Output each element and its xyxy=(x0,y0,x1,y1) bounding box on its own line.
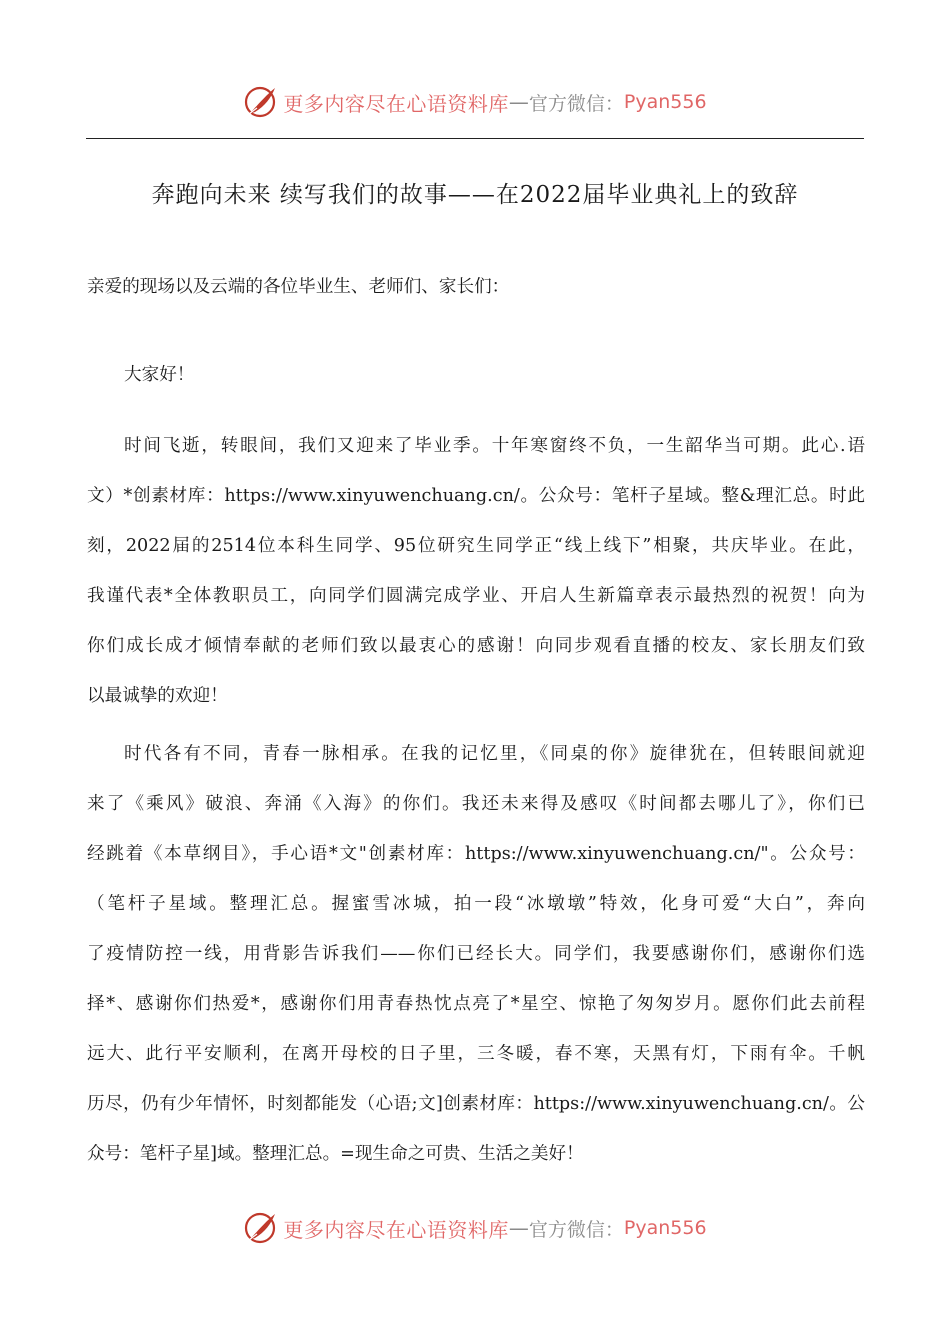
paragraph-2 xyxy=(87,729,865,1179)
paragraph-line: 历尽，仍有少年情怀，时刻都能发（心语;文]创素材库：https://www.xinyuwenchuang.cn/。公 xyxy=(87,1094,865,1114)
paragraph-line: 了疫情防控一线，用背影告诉我们——你们已经长大。同学们，我要感谢你们，感谢你们选 xyxy=(87,944,865,964)
banner-wechat-id: Pyan556 xyxy=(623,91,707,113)
paragraph-line: 我谨代表*全体教职员工，向同学们圆满完成学业、开启人生新篇章表示最热烈的祝贺！向为 xyxy=(87,586,865,606)
paragraph-line: 你们成长成才倾情奉献的老师们致以最衷心的感谢！向同步观看直播的校友、家长朋友们致 xyxy=(87,636,865,656)
footer-wechat-id: Pyan556 xyxy=(623,1217,707,1239)
paragraph-line: 刻，2022届的2514位本科生同学、95位研究生同学正“线上线下”相聚，共庆毕业。在此， xyxy=(87,536,865,556)
footer-wechat-label: 官方微信： xyxy=(528,1218,624,1241)
hello-line xyxy=(87,350,902,400)
document-title: 奔跑向未来 续写我们的故事——在2022届毕业典礼上的致辞 xyxy=(151,182,799,208)
quill-pen-logo-icon xyxy=(243,1210,279,1246)
banner-separator: — xyxy=(508,90,529,114)
paragraph-line: （笔杆子星域。整理汇总。握蜜雪冰城，拍一段“冰墩墩”特效，化身可爱“大白”，奔向 xyxy=(87,894,865,914)
footer-separator: — xyxy=(508,1216,529,1240)
paragraph-line: 文）*创素材库：https://www.xinyuwenchuang.cn/。公众号：笔杆子星域。整&理汇总。时此 xyxy=(87,486,865,506)
header-banner xyxy=(0,82,950,122)
quill-pen-logo-icon xyxy=(243,84,279,120)
header-divider xyxy=(86,138,864,139)
paragraph-line: 经跳着《本草纲目》，手心语*文"创素材库：https://www.xinyuwenchuang.cn/"。公众号： xyxy=(87,844,865,864)
footer-site-text: 更多内容尽在心语资料库 xyxy=(283,1217,509,1242)
banner-wechat-label: 官方微信： xyxy=(528,92,624,115)
paragraph-line: 时间飞逝，转眼间，我们又迎来了毕业季。十年寒窗终不负，一生韶华当可期。此心.语 xyxy=(124,436,865,456)
paragraph-line: 众号：笔杆子星]域。整理汇总。=现生命之可贵、生活之美好！ xyxy=(87,1144,584,1164)
greeting-line xyxy=(87,262,865,312)
paragraph-line: 择*、感谢你们热爱*，感谢你们用青春热忱点亮了*星空、惊艳了匆匆岁月。愿你们此去前程 xyxy=(87,994,865,1014)
footer-banner xyxy=(0,1208,950,1248)
paragraph-line: 远大、此行平安顺利，在离开母校的日子里，三冬暖，春不寒，天黑有灯，下雨有伞。千帆 xyxy=(87,1044,865,1064)
greeting-text: 亲爱的现场以及云端的各位毕业生、老师们、家长们： xyxy=(87,277,510,297)
paragraph-1 xyxy=(87,421,865,721)
paragraph-line: 时代各有不同，青春一脉相承。在我的记忆里，《同桌的你》旋律犹在，但转眼间就迎 xyxy=(124,744,865,764)
hello-text: 大家好！ xyxy=(124,365,195,385)
paragraph-line: 以最诚挚的欢迎！ xyxy=(87,686,228,706)
banner-site-text: 更多内容尽在心语资料库 xyxy=(283,91,509,116)
paragraph-line: 来了《乘风》破浪、奔涌《入海》的你们。我还未来得及感叹《时间都去哪儿了》，你们已 xyxy=(87,794,865,814)
